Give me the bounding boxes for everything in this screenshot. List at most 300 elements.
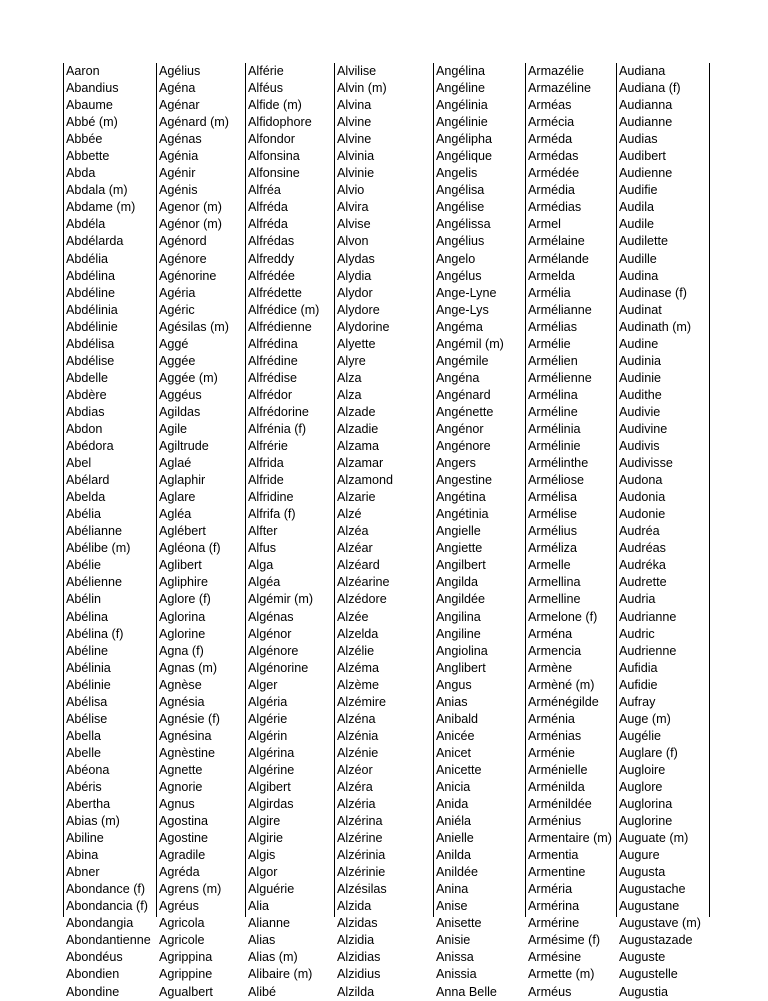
name-cell: Armentia (528, 848, 579, 863)
name-cell: Anisette (436, 916, 482, 931)
name-cell: Alzéarine (337, 575, 390, 590)
name-cell: Augustave (m) (619, 916, 701, 931)
name-cell: Audienne (619, 166, 673, 181)
name-cell: Agénas (159, 132, 202, 147)
name-cell: Alzelda (337, 626, 379, 641)
name-cell: Anicia (436, 779, 471, 794)
name-cell: Audifie (619, 183, 658, 198)
name-cell: Agélius (159, 64, 201, 78)
name-cell: Anilda (436, 848, 472, 863)
name-cell: Abondéus (66, 950, 123, 965)
name-cell: Agéna (159, 81, 196, 96)
name-cell: Audivie (619, 404, 661, 419)
name-cell: Alférie (248, 64, 284, 78)
name-cell: Agléa (159, 507, 192, 522)
name-cell: Agrippine (159, 967, 213, 982)
name-cell: Algénorine (248, 660, 309, 675)
name-cell: Audréa (619, 524, 660, 539)
name-cell: Anna Belle (436, 984, 497, 999)
name-cell: Armazélie (528, 64, 584, 78)
name-cell: Agéria (159, 285, 196, 300)
name-cell: Augloire (619, 762, 666, 777)
name-cell: Algibert (248, 779, 291, 794)
name-cell: Armencia (528, 643, 582, 658)
name-cell: Alzée (337, 609, 369, 624)
name-cell: Abdélinie (66, 319, 118, 334)
name-cell: Audrianne (619, 609, 677, 624)
name-cell: Abélia (66, 507, 102, 522)
name-cell: Abaume (66, 98, 113, 113)
name-cell: Alzilda (337, 984, 375, 999)
name-cell: Augustelle (619, 967, 678, 982)
name-cell: Angénard (436, 387, 491, 402)
name-cell: Agostina (159, 814, 209, 829)
name-cell: Arméliose (528, 473, 584, 488)
name-cell: Algirie (248, 831, 283, 846)
name-cell: Armélinie (528, 439, 581, 454)
name-cell: Abiline (66, 831, 104, 846)
name-cell: Agnèstine (159, 745, 216, 760)
name-cell: Alfrédina (248, 336, 298, 351)
name-cell: Algérie (248, 711, 288, 726)
name-cell: Agnèse (159, 677, 202, 692)
name-cell: Audréas (619, 541, 666, 556)
name-cell: Aggéus (159, 387, 202, 402)
name-cell: Abélard (66, 473, 110, 488)
name-cell: Aglaphir (159, 473, 206, 488)
name-cell: Agréda (159, 865, 200, 880)
name-cell: Alydore (337, 302, 380, 317)
name-cell: Angélius (436, 234, 485, 249)
name-cell: Agénir (159, 166, 196, 181)
name-cell: Audric (619, 626, 655, 641)
name-column (433, 63, 525, 999)
name-cell: Augustazade (619, 933, 693, 948)
name-cell: Agliphire (159, 575, 209, 590)
name-cell: Armazéline (528, 81, 591, 96)
name-cell: Angélus (436, 268, 482, 283)
name-cell: Armélius (528, 524, 577, 539)
name-cell: Agricola (159, 916, 205, 931)
name-cell: Abélisa (66, 694, 108, 709)
name-cell: Alfrédine (248, 353, 298, 368)
name-cell: Alzésilas (337, 882, 387, 897)
name-cell: Agualbert (159, 984, 213, 999)
name-cell: Aglébert (159, 524, 206, 539)
name-cell: Abdon (66, 421, 103, 436)
name-cell: Audivis (619, 439, 660, 454)
name-cell: Armélaine (528, 234, 585, 249)
name-cell: Angémile (436, 353, 489, 368)
name-cell: Alvinia (337, 149, 375, 164)
name-cell: Agénia (159, 149, 199, 164)
name-cell: Agésilas (m) (159, 319, 229, 334)
name-cell: Abédora (66, 439, 114, 454)
name-cell: Agildas (159, 404, 201, 419)
name-cell: Agrens (m) (159, 882, 222, 897)
name-cell: Abdias (66, 404, 105, 419)
name-cell: Agnésie (f) (159, 711, 220, 726)
name-cell: Audinase (f) (619, 285, 687, 300)
name-cell: Ange-Lys (436, 302, 489, 317)
name-cell: Arméliza (528, 541, 577, 556)
name-cell: Agnette (159, 762, 203, 777)
name-cell: Armélise (528, 507, 577, 522)
name-cell: Audiana (f) (619, 81, 681, 96)
name-cell: Abdéla (66, 217, 106, 232)
name-cell: Alfrérie (248, 439, 288, 454)
name-cell: Alzéar (337, 541, 373, 556)
name-cell: Abéline (66, 643, 109, 658)
name-cell: Alfrédée (248, 268, 295, 283)
name-cell: Alféus (248, 81, 284, 96)
name-cell: Augusta (619, 865, 666, 880)
name-cell: Audinie (619, 370, 662, 385)
name-cell: Algénor (248, 626, 292, 641)
name-cell: Armélia (528, 285, 571, 300)
name-cell: Abner (66, 865, 100, 880)
name-cell: Alzéa (337, 524, 369, 539)
name-cell: Augélie (619, 728, 662, 743)
name-cell: Alydor (337, 285, 373, 300)
name-cell: Augustane (619, 899, 680, 914)
name-cell: Abondien (66, 967, 120, 982)
name-cell: Alzadie (337, 421, 379, 436)
name-cell: Abandius (66, 81, 119, 96)
name-cell: Angus (436, 677, 472, 692)
name-cell: Alzidia (337, 933, 375, 948)
name-cell: Audinat (619, 302, 662, 317)
name-cell: Armédia (528, 183, 575, 198)
name-cell: Angénor (436, 421, 484, 436)
name-cell: Alvilise (337, 64, 377, 78)
name-cell: Agénor (m) (159, 217, 222, 232)
name-cell: Alfonsine (248, 166, 300, 181)
name-cell: Alfréda (248, 217, 288, 232)
name-cell: Auglorine (619, 814, 673, 829)
name-cell: Algirdas (248, 797, 294, 812)
name-cell: Algis (248, 848, 276, 863)
name-cell: Armécia (528, 115, 575, 130)
name-cell: Alzéria (337, 797, 376, 812)
name-cell: Alzarie (337, 490, 376, 505)
name-cell: Audivisse (619, 456, 673, 471)
name-column (525, 63, 616, 999)
name-cell: Agénore (159, 251, 207, 266)
name-cell: Aglare (159, 490, 196, 505)
name-cell: Abdélisa (66, 336, 115, 351)
name-cell: Angémil (m) (436, 336, 504, 351)
name-cell: Audile (619, 217, 655, 232)
name-cell: Armédée (528, 166, 580, 181)
name-cell: Alianne (248, 916, 291, 931)
name-cell: Angélise (436, 200, 485, 215)
name-cell: Angiette (436, 541, 483, 556)
name-cell: Alydorine (337, 319, 390, 334)
name-cell: Arménie (528, 745, 575, 760)
name-cell: Angéna (436, 370, 480, 385)
name-cell: Alzamar (337, 456, 384, 471)
name-cell: Agnas (m) (159, 660, 218, 675)
name-cell: Armésime (f) (528, 933, 601, 948)
name-cell: Alvinie (337, 166, 375, 181)
name-cell: Armette (m) (528, 967, 595, 982)
name-cell: Agnésina (159, 728, 212, 743)
name-cell: Angiline (436, 626, 481, 641)
name-cell: Auglorina (619, 797, 673, 812)
name-cell: Audila (619, 200, 655, 215)
name-cell: Alzéma (337, 660, 379, 675)
name-cell: Angiolina (436, 643, 488, 658)
name-cell: Angilda (436, 575, 479, 590)
name-cell: Aaron (66, 64, 100, 78)
name-cell: Agnus (159, 797, 195, 812)
name-cell: Angélique (436, 149, 493, 164)
name-cell: Abbé (m) (66, 115, 118, 130)
name-cell: Alzérinia (337, 848, 386, 863)
name-cell: Arménildée (528, 797, 592, 812)
name-cell: Aggée (159, 353, 196, 368)
name-cell: Armélianne (528, 302, 592, 317)
name-cell: Abélianne (66, 524, 123, 539)
name-cell: Agénord (159, 234, 207, 249)
name-cell: Arménégilde (528, 694, 599, 709)
name-cell: Auglore (619, 779, 663, 794)
name-cell: Audivine (619, 421, 668, 436)
name-cell: Arménielle (528, 762, 588, 777)
name-cell: Abondangia (66, 916, 134, 931)
name-cell: Agéric (159, 302, 195, 317)
name-cell: Alzéor (337, 762, 373, 777)
name-cell: Alfréa (248, 183, 281, 198)
name-cell: Audréka (619, 558, 666, 573)
name-cell: Alzénia (337, 728, 379, 743)
name-cell: Audonia (619, 490, 666, 505)
name-cell: Armel (528, 217, 561, 232)
name-cell: Angélissa (436, 217, 491, 232)
name-cell: Algérine (248, 762, 295, 777)
name-cell: Arména (528, 626, 573, 641)
name-cell: Abéris (66, 779, 102, 794)
name-cell: Alfidophore (248, 115, 312, 130)
name-cell: Alfride (248, 473, 284, 488)
name-cell: Abéona (66, 762, 110, 777)
name-cell: Alger (248, 677, 278, 692)
name-cell: Angelis (436, 166, 478, 181)
name-cell: Alzade (337, 404, 376, 419)
name-cell: Anise (436, 899, 468, 914)
name-cell: Auge (m) (619, 711, 671, 726)
name-cell: Armentaire (m) (528, 831, 612, 846)
name-cell: Audrienne (619, 643, 677, 658)
name-cell: Audonie (619, 507, 666, 522)
name-cell: Alfrédor (248, 387, 293, 402)
name-cell: Audille (619, 251, 657, 266)
name-cell: Alfrénia (f) (248, 421, 307, 436)
name-cell: Armélienne (528, 370, 592, 385)
name-column (63, 63, 156, 999)
name-cell: Aufidie (619, 677, 658, 692)
name-cell: Audibert (619, 149, 666, 164)
name-cell: Agréus (159, 899, 199, 914)
name-column (245, 63, 334, 999)
name-cell: Algéa (248, 575, 281, 590)
name-cell: Agléona (f) (159, 541, 221, 556)
name-cell: Anida (436, 797, 469, 812)
name-cell: Abina (66, 848, 99, 863)
name-cell: Alvira (337, 200, 369, 215)
name-cell: Algémir (m) (248, 592, 314, 607)
name-cell: Alyette (337, 336, 376, 351)
name-cell: Abdélise (66, 353, 115, 368)
name-cell: Agenor (m) (159, 200, 222, 215)
name-cell: Alvina (337, 98, 372, 113)
name-cell: Armène (528, 660, 573, 675)
name-cell: Aufray (619, 694, 656, 709)
name-cell: Alzéra (337, 779, 373, 794)
name-cell: Armédas (528, 149, 579, 164)
name-cell: Algor (248, 865, 278, 880)
name-cell: Abélibe (m) (66, 541, 131, 556)
name-cell: Auguate (m) (619, 831, 689, 846)
name-cell: Alvine (337, 132, 372, 147)
name-cell: Audianna (619, 98, 673, 113)
name-cell: Audilette (619, 234, 669, 249)
name-cell: Audianne (619, 115, 673, 130)
name-cell: Alfide (m) (248, 98, 302, 113)
name-cell: Armélias (528, 319, 577, 334)
name-column (616, 63, 710, 999)
name-cell: Alydas (337, 251, 375, 266)
name-cell: Abella (66, 728, 102, 743)
name-cell: Alzéna (337, 711, 376, 726)
name-cell: Agnésia (159, 694, 205, 709)
name-cell: Armelone (f) (528, 609, 598, 624)
name-cell: Agénar (159, 98, 200, 113)
name-cell: Abélienne (66, 575, 123, 590)
name-cell: Alyre (337, 353, 366, 368)
name-cell: Arméas (528, 98, 572, 113)
name-cell: Armélien (528, 353, 578, 368)
name-cell: Alzida (337, 899, 372, 914)
name-cell: Audias (619, 132, 658, 147)
name-cell: Abelda (66, 490, 106, 505)
name-cell: Alvio (337, 183, 365, 198)
name-cell: Alfridine (248, 490, 294, 505)
name-cell: Arménilda (528, 779, 585, 794)
name-cell: Alzème (337, 677, 379, 692)
name-cell: Alza (337, 387, 362, 402)
name-cell: Angélipha (436, 132, 493, 147)
name-cell: Aggée (m) (159, 370, 218, 385)
name-cell: Agiltrude (159, 439, 209, 454)
name-cell: Arménia (528, 711, 575, 726)
name-cell: Armellina (528, 575, 581, 590)
name-cell: Armèné (m) (528, 677, 595, 692)
name-cell: Angétina (436, 490, 486, 505)
name-cell: Alydia (337, 268, 372, 283)
name-cell: Abdala (m) (66, 183, 128, 198)
name-cell: Alzénie (337, 745, 379, 760)
name-cell: Anias (436, 694, 468, 709)
name-cell: Alia (248, 899, 269, 914)
name-cell: Angénette (436, 404, 494, 419)
name-cell: Alvise (337, 217, 371, 232)
name-cell: Arménius (528, 814, 582, 829)
name-cell: Abdélarda (66, 234, 124, 249)
name-cell: Alzidas (337, 916, 378, 931)
name-cell: Alfter (248, 524, 278, 539)
name-cell: Abdélina (66, 268, 116, 283)
name-cell: Abbée (66, 132, 103, 147)
name-cell: Anglibert (436, 660, 486, 675)
name-list-sheet (63, 63, 710, 999)
name-cell: Anisie (436, 933, 471, 948)
name-cell: Anielle (436, 831, 474, 846)
name-cell: Aglorine (159, 626, 206, 641)
name-cell: Abda (66, 166, 96, 181)
name-cell: Alfrédienne (248, 319, 312, 334)
name-cell: Alvine (337, 115, 372, 130)
name-cell: Armélande (528, 251, 589, 266)
name-cell: Armelline (528, 592, 581, 607)
name-cell: Armelle (528, 558, 571, 573)
name-cell: Aglibert (159, 558, 202, 573)
name-cell: Augustache (619, 882, 686, 897)
name-cell: Anildée (436, 865, 479, 880)
name-cell: Alzéard (337, 558, 380, 573)
name-cell: Alza (337, 370, 362, 385)
name-cell: Angéma (436, 319, 483, 334)
name-cell: Auguste (619, 950, 666, 965)
name-cell: Audinia (619, 353, 662, 368)
name-cell: Alias (m) (248, 950, 298, 965)
name-cell: Alga (248, 558, 274, 573)
name-cell: Audria (619, 592, 656, 607)
name-cell: Angielle (436, 524, 481, 539)
name-cell: Abondancia (f) (66, 899, 148, 914)
name-cell: Audona (619, 473, 663, 488)
name-cell: Alfréda (248, 200, 288, 215)
name-cell: Aglorina (159, 609, 206, 624)
name-cell: Agénorine (159, 268, 217, 283)
name-cell: Algénas (248, 609, 294, 624)
name-cell: Angélinie (436, 115, 488, 130)
name-cell: Agricole (159, 933, 205, 948)
name-cell: Alvon (337, 234, 369, 249)
name-cell: Agradile (159, 848, 206, 863)
name-cell: Augure (619, 848, 660, 863)
name-cell: Abbette (66, 149, 110, 164)
name-cell: Alfrédise (248, 370, 297, 385)
name-cell: Armérine (528, 916, 580, 931)
name-cell: Abélie (66, 558, 102, 573)
name-cell: Alzérina (337, 814, 383, 829)
name-cell: Alzérinie (337, 865, 386, 880)
name-cell: Abélinia (66, 660, 111, 675)
name-cell: Abondantienne (66, 933, 151, 948)
name-cell: Anibald (436, 711, 479, 726)
name-cell: Alzamond (337, 473, 394, 488)
name-cell: Alfrédorine (248, 404, 309, 419)
name-cell: Angénore (436, 439, 491, 454)
name-cell: Aglaé (159, 456, 192, 471)
name-cell: Armésine (528, 950, 582, 965)
name-cell: Agnorie (159, 779, 203, 794)
name-cell: Armélina (528, 387, 578, 402)
name-cell: Abdère (66, 387, 107, 402)
name-cell: Abelle (66, 745, 102, 760)
